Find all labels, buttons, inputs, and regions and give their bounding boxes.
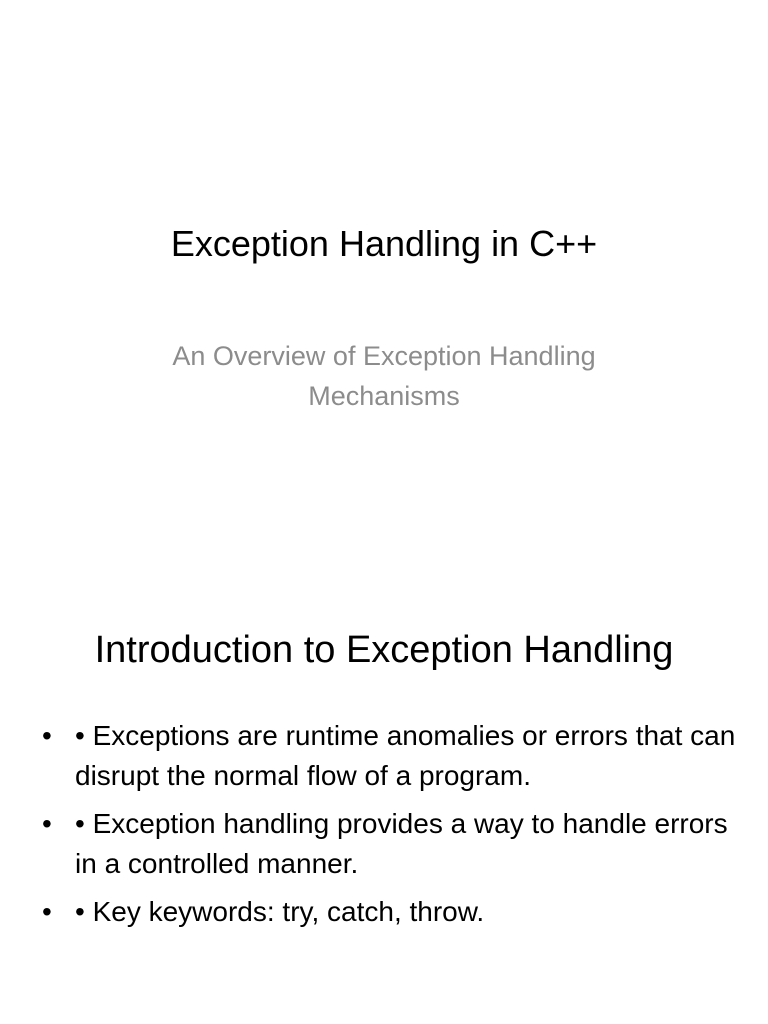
slide-title: Introduction to Exception Handling [94, 629, 674, 671]
bullet-item [38, 716, 738, 796]
bullet-item [38, 892, 738, 932]
bullet-dot-icon: • [42, 896, 52, 927]
slide-title: Exception Handling in C++ [170, 223, 598, 264]
bullet-item [38, 804, 738, 884]
content-slide [0, 512, 768, 1024]
bullet-text: • Exceptions are runtime anomalies or errors that can disrupt the normal flow of a program. [75, 720, 736, 791]
bullet-list [38, 716, 738, 940]
bullet-text: • Key keywords: try, catch, throw. [75, 896, 485, 927]
slide-subtitle: An Overview of Exception Handling Mechanisms [172, 341, 596, 411]
bullet-text: • Exception handling provides a way to handle errors in a controlled manner. [75, 808, 728, 879]
bullet-dot-icon: • [42, 808, 52, 839]
bullet-dot-icon: • [42, 720, 52, 751]
